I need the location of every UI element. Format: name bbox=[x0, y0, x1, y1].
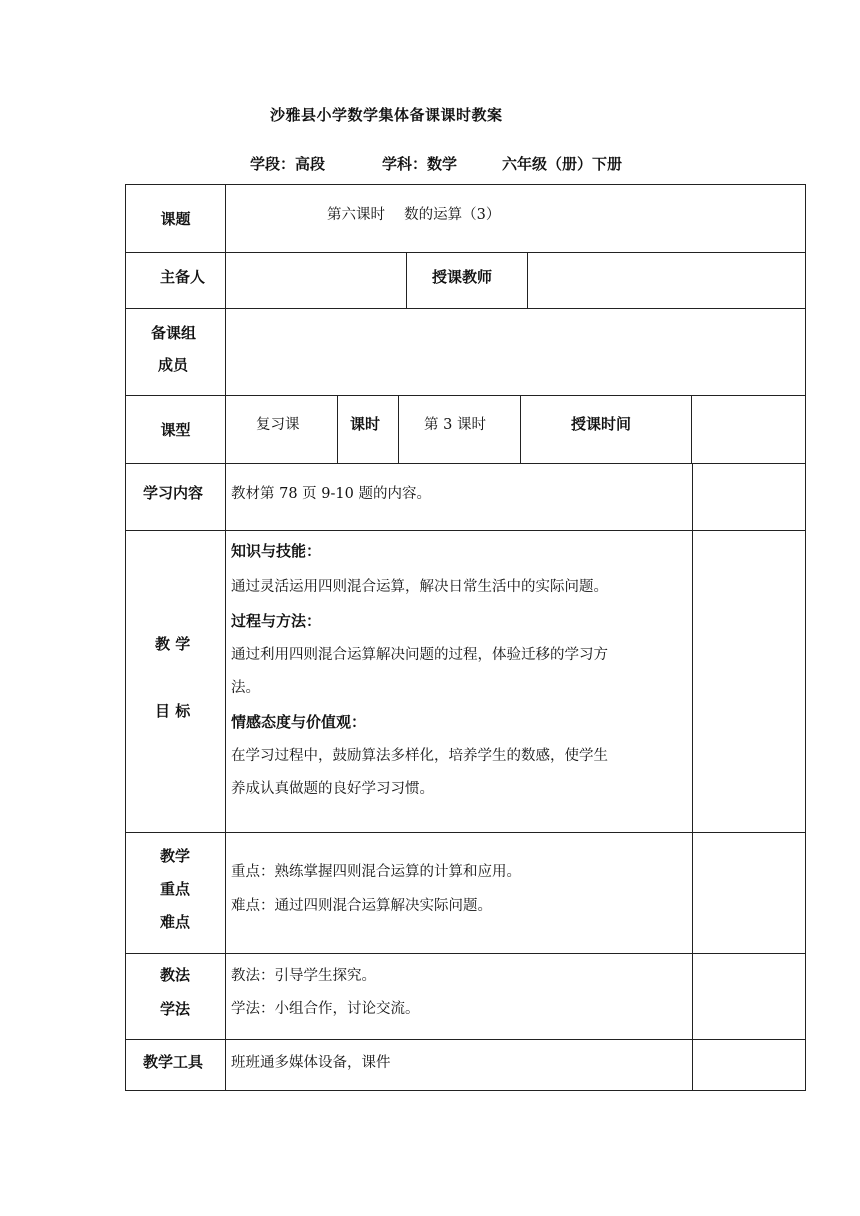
teacher-label: 授课教师 bbox=[432, 268, 493, 286]
goal-text-process-line1: 通过利用四则混合运算解决问题的过程，体验迁移的学习方 bbox=[231, 647, 608, 663]
topic-label: 课题 bbox=[160, 210, 191, 228]
tools-value: 班班通多媒体设备，课件 bbox=[231, 1055, 391, 1071]
goal-heading-process: 过程与方法： bbox=[231, 612, 322, 630]
stage-label: 学段：高段 bbox=[250, 155, 326, 173]
content-value: 教材第 78 页 9-10 题的内容。 bbox=[231, 486, 431, 502]
tools-label: 教学工具 bbox=[143, 1053, 204, 1071]
goal-text-knowledge: 通过灵活运用四则混合运算，解决日常生活中的实际问题。 bbox=[231, 579, 608, 595]
goal-heading-attitude: 情感态度与价值观： bbox=[231, 713, 367, 731]
time-label: 授课时间 bbox=[571, 415, 632, 433]
method-label-line1: 教法 bbox=[160, 966, 191, 984]
goals-content bbox=[231, 540, 691, 820]
group-label-line1: 备课组 bbox=[151, 324, 197, 342]
topic-value: 第六课时 数的运算（3） bbox=[327, 207, 501, 223]
hours-label: 课时 bbox=[350, 415, 381, 433]
key-label-line1: 教学 bbox=[160, 847, 191, 865]
group-label-line2: 成员 bbox=[158, 356, 189, 374]
key-point: 重点：熟练掌握四则混合运算的计算和应用。 bbox=[231, 864, 521, 880]
lead-label: 主备人 bbox=[160, 268, 206, 286]
goals-label-line2: 目 标 bbox=[155, 702, 191, 720]
key-label-line3: 难点 bbox=[160, 913, 191, 931]
content-label: 学习内容 bbox=[143, 484, 204, 502]
subject-label: 学科：数学 bbox=[382, 155, 458, 173]
goal-text-attitude-line1: 在学习过程中，鼓励算法多样化，培养学生的数感，使学生 bbox=[231, 748, 608, 764]
type-label: 课型 bbox=[160, 421, 191, 439]
goals-label-line1: 教 学 bbox=[155, 635, 191, 653]
goal-text-process-line2: 法。 bbox=[231, 680, 260, 696]
type-value: 复习课 bbox=[256, 417, 300, 433]
teach-method: 教法：引导学生探究。 bbox=[231, 968, 376, 984]
goal-text-attitude-line2: 养成认真做题的良好学习习惯。 bbox=[231, 781, 434, 797]
document-title: 沙雅县小学数学集体备课课时教案 bbox=[270, 106, 503, 124]
grade-label: 六年级（册）下册 bbox=[502, 155, 623, 173]
difficult-point: 难点：通过四则混合运算解决实际问题。 bbox=[231, 898, 492, 914]
key-label-line2: 重点 bbox=[160, 880, 191, 898]
method-label-line2: 学法 bbox=[160, 1000, 191, 1018]
learn-method: 学法：小组合作，讨论交流。 bbox=[231, 1001, 420, 1017]
hours-value: 第 3 课时 bbox=[424, 417, 486, 433]
goal-heading-knowledge: 知识与技能： bbox=[231, 542, 322, 560]
